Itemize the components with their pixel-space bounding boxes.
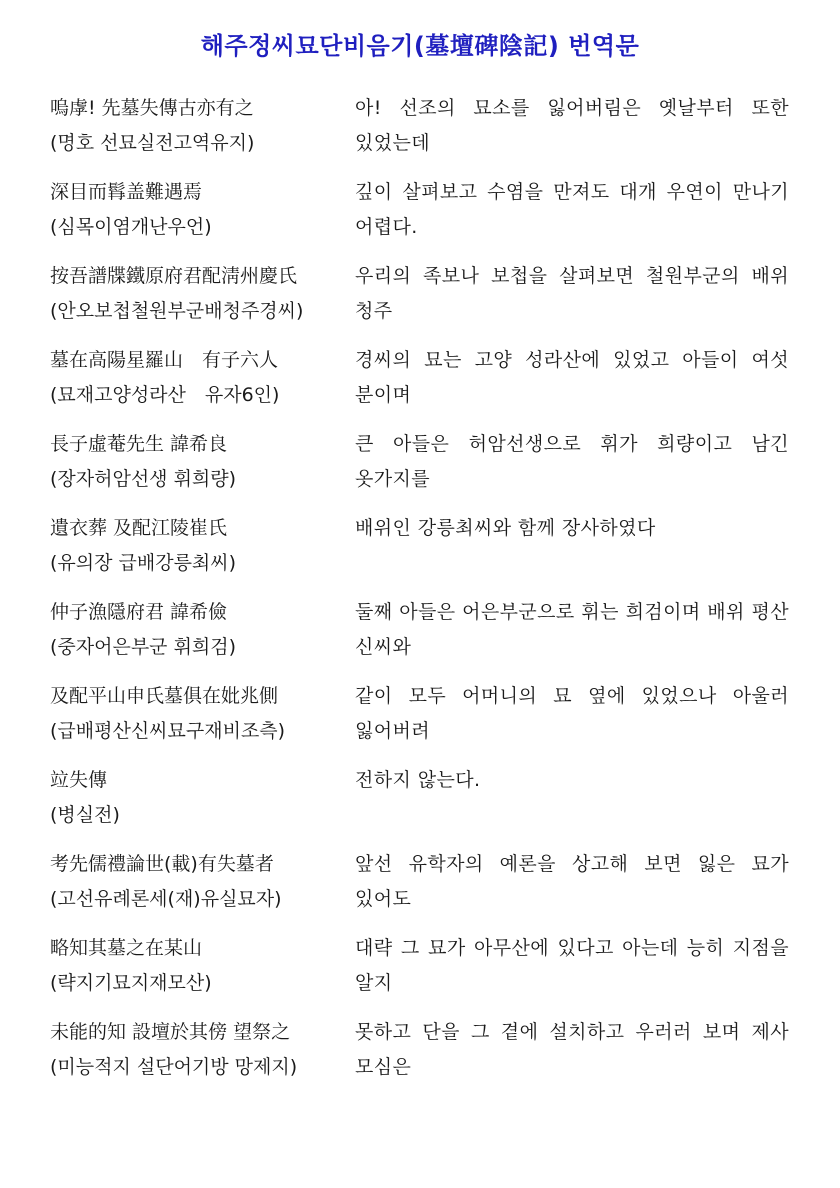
hanja-line: 未能的知 設壇於其傍 望祭之: [50, 1021, 291, 1043]
original-text: [50, 1015, 355, 1099]
original-text: [50, 679, 355, 763]
original-text: [50, 763, 355, 847]
translation-text: 앞선 유학자의 예론을 상고해 보면 잃은 묘가 있어도: [355, 853, 789, 910]
translation-row: [50, 763, 794, 847]
reading-line: (미능적지 설단어기방 망제지): [50, 1056, 298, 1078]
translation-row: [50, 511, 794, 595]
translation-text: 배위인 강릉최씨와 함께 장사하였다: [355, 517, 656, 539]
hanja-line: 竝失傳: [50, 769, 108, 791]
hanja-line: 按吾譜牒鐵原府君配淸州慶氏: [50, 265, 298, 287]
translation-row: [50, 1015, 794, 1099]
hanja-line: 及配平山申氏墓俱在妣兆側: [50, 685, 279, 707]
original-text: [50, 427, 355, 511]
reading-line: (안오보첩철원부군배청주경씨): [50, 300, 304, 322]
translation-row: [50, 343, 794, 427]
hanja-line: 嗚虖! 先墓失傳古亦有之: [50, 97, 254, 119]
translation-text: 둘째 아들은 어은부군으로 휘는 희검이며 배위 평산 신씨와: [355, 601, 789, 658]
translation-text: 같이 모두 어머니의 묘 옆에 있었으나 아울러 잃어버려: [355, 685, 789, 742]
translation-table: [50, 91, 794, 1099]
translation-text: 우리의 족보나 보첩을 살펴보면 철원부군의 배위 청주: [355, 265, 789, 322]
original-text: [50, 931, 355, 1015]
translation-text: 경씨의 묘는 고양 성라산에 있었고 아들이 여섯 분이며: [355, 349, 789, 406]
original-text: [50, 511, 355, 595]
translation-text: 대략 그 묘가 아무산에 있다고 아는데 능히 지점을 알지: [355, 937, 789, 994]
translation-text: 전하지 않는다.: [355, 769, 481, 791]
reading-line: (장자허암선생 휘희량): [50, 468, 237, 490]
translation-row: [50, 91, 794, 175]
reading-line: (급배평산신씨묘구재비조측): [50, 720, 286, 742]
hanja-line: 深目而髥盖難遇焉: [50, 181, 203, 203]
translation-row: [50, 259, 794, 343]
original-text: [50, 91, 355, 175]
reading-line: (고선유례론세(재)유실묘자): [50, 888, 282, 910]
translation-text: 아! 선조의 묘소를 잃어버림은 옛날부터 또한 있었는데: [355, 97, 789, 154]
reading-line: (묘재고양성라산 유자6인): [50, 384, 280, 406]
translation-text: 깊이 살펴보고 수염을 만져도 대개 우연이 만나기 어렵다.: [355, 181, 789, 238]
reading-line: (중자어은부군 휘희검): [50, 636, 237, 658]
original-text: [50, 847, 355, 931]
original-text: [50, 259, 355, 343]
translation-row: [50, 595, 794, 679]
reading-line: (략지기묘지재모산): [50, 972, 212, 994]
translation-row: [50, 847, 794, 931]
original-text: [50, 595, 355, 679]
translation-row: [50, 427, 794, 511]
original-text: [50, 343, 355, 427]
hanja-line: 略知其墓之在某山: [50, 937, 203, 959]
translation-row: [50, 931, 794, 1015]
reading-line: (심목이염개난우언): [50, 216, 212, 238]
hanja-line: 墓在高陽星羅山 有子六人: [50, 349, 279, 371]
translation-row: [50, 679, 794, 763]
hanja-line: 遺衣葬 及配江陵崔氏: [50, 517, 228, 539]
original-text: [50, 175, 355, 259]
translation-row: [50, 175, 794, 259]
hanja-line: 考先儒禮論世(載)有失墓者: [50, 853, 274, 875]
reading-line: (병실전): [50, 804, 120, 826]
document-title: 해주정씨묘단비음기(墓壇碑陰記) 번역문: [200, 32, 640, 60]
hanja-line: 長子虛菴先生 諱希良: [50, 433, 228, 455]
reading-line: (명호 선묘실전고역유지): [50, 132, 255, 154]
translation-text: 큰 아들은 허암선생으로 휘가 희량이고 남긴 옷가지를: [355, 433, 789, 490]
translation-text: 못하고 단을 그 곁에 설치하고 우러러 보며 제사 모심은: [355, 1021, 789, 1078]
reading-line: (유의장 급배강릉최씨): [50, 552, 237, 574]
hanja-line: 仲子漁隱府君 諱希儉: [50, 601, 228, 623]
